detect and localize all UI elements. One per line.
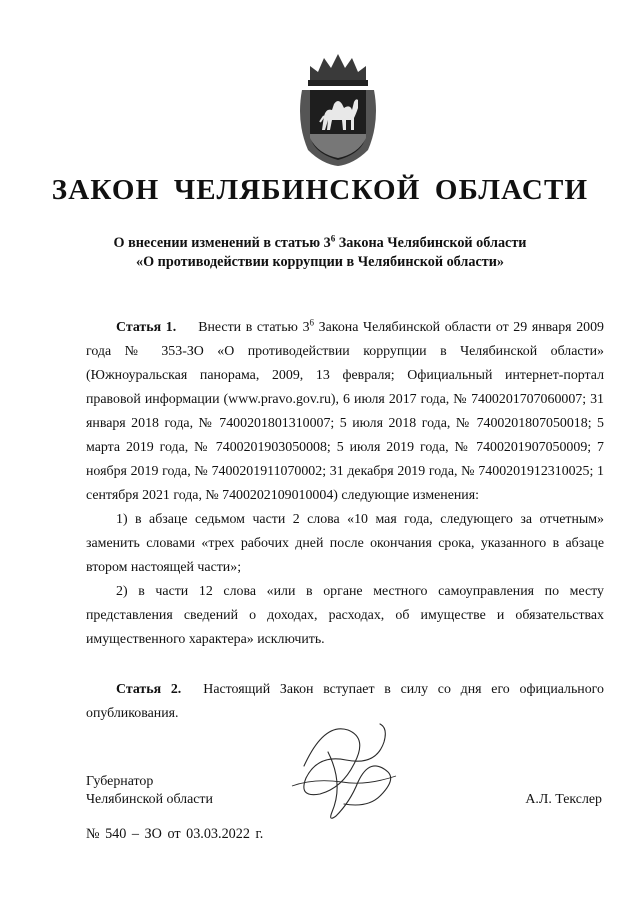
law-title: ЗАКОН ЧЕЛЯБИНСКОЙ ОБЛАСТИ xyxy=(51,174,589,206)
law-subtitle xyxy=(0,234,640,272)
article-2-heading: Статья 2. xyxy=(116,682,182,697)
amendments-list xyxy=(86,508,604,652)
article-2-paragraph: Статья 2. Настоящий Закон вступает в силу со дня его официального опубликования. xyxy=(86,682,604,721)
amendment-item-2: 2) в части 12 слова «или в органе местного самоуправления по месту представления сведений о доходах, расходах, об имуществе и обязательствах имущественного характера» исключить. xyxy=(86,584,604,647)
article-1 xyxy=(86,316,604,652)
governor-position: Губернатор Челябинской области xyxy=(86,774,213,807)
registration-number: № 540 – ЗО от 03.03.2022 г. xyxy=(86,826,264,842)
subtitle-line-1: О внесении изменений в статью $3^6$ Закона Челябинской области xyxy=(113,233,527,251)
article-1-heading: Статья 1. xyxy=(116,320,177,335)
governor-name: А.Л. Текслер xyxy=(525,792,602,807)
article-1-paragraph: Статья 1. Внести в статью $3^6$ Закона Челябинской области от 29 января 2009 года № 353-ЗО «О противодействии коррупции в Челябинской области» (Южноуральская панорама, 2009, 13 февраля; Официальный интернет-портал правовой информации (www.pravo.gov.ru), 6 июля 2017 года, № 7400201707060007; 31 января 2018 года, № 7400201801310007; 5 июля 2018 года, № 7400201807050018; 5 марта 2019 года, № 7400201903050008; 5 июля 2019 года, № 7400201907050009; 7 ноября 2019 года, № 7400201911070002; 31 декабря 2019 года, № 7400201912310025; 1 сентября 2021 года, № 7400202109010004) следующие изменения: xyxy=(86,317,604,503)
coat-of-arms-icon xyxy=(296,52,380,168)
subtitle-line-2: «О противодействии коррупции в Челябинской области» xyxy=(135,254,505,270)
amendment-item-1: 1) в абзаце седьмом части 2 слова «10 мая года, следующего за отчетным» заменить словами «трех рабочих дней после окончания срока, указанного в абзаце втором настоящей части»; xyxy=(86,512,604,575)
handwritten-signature xyxy=(284,712,404,824)
